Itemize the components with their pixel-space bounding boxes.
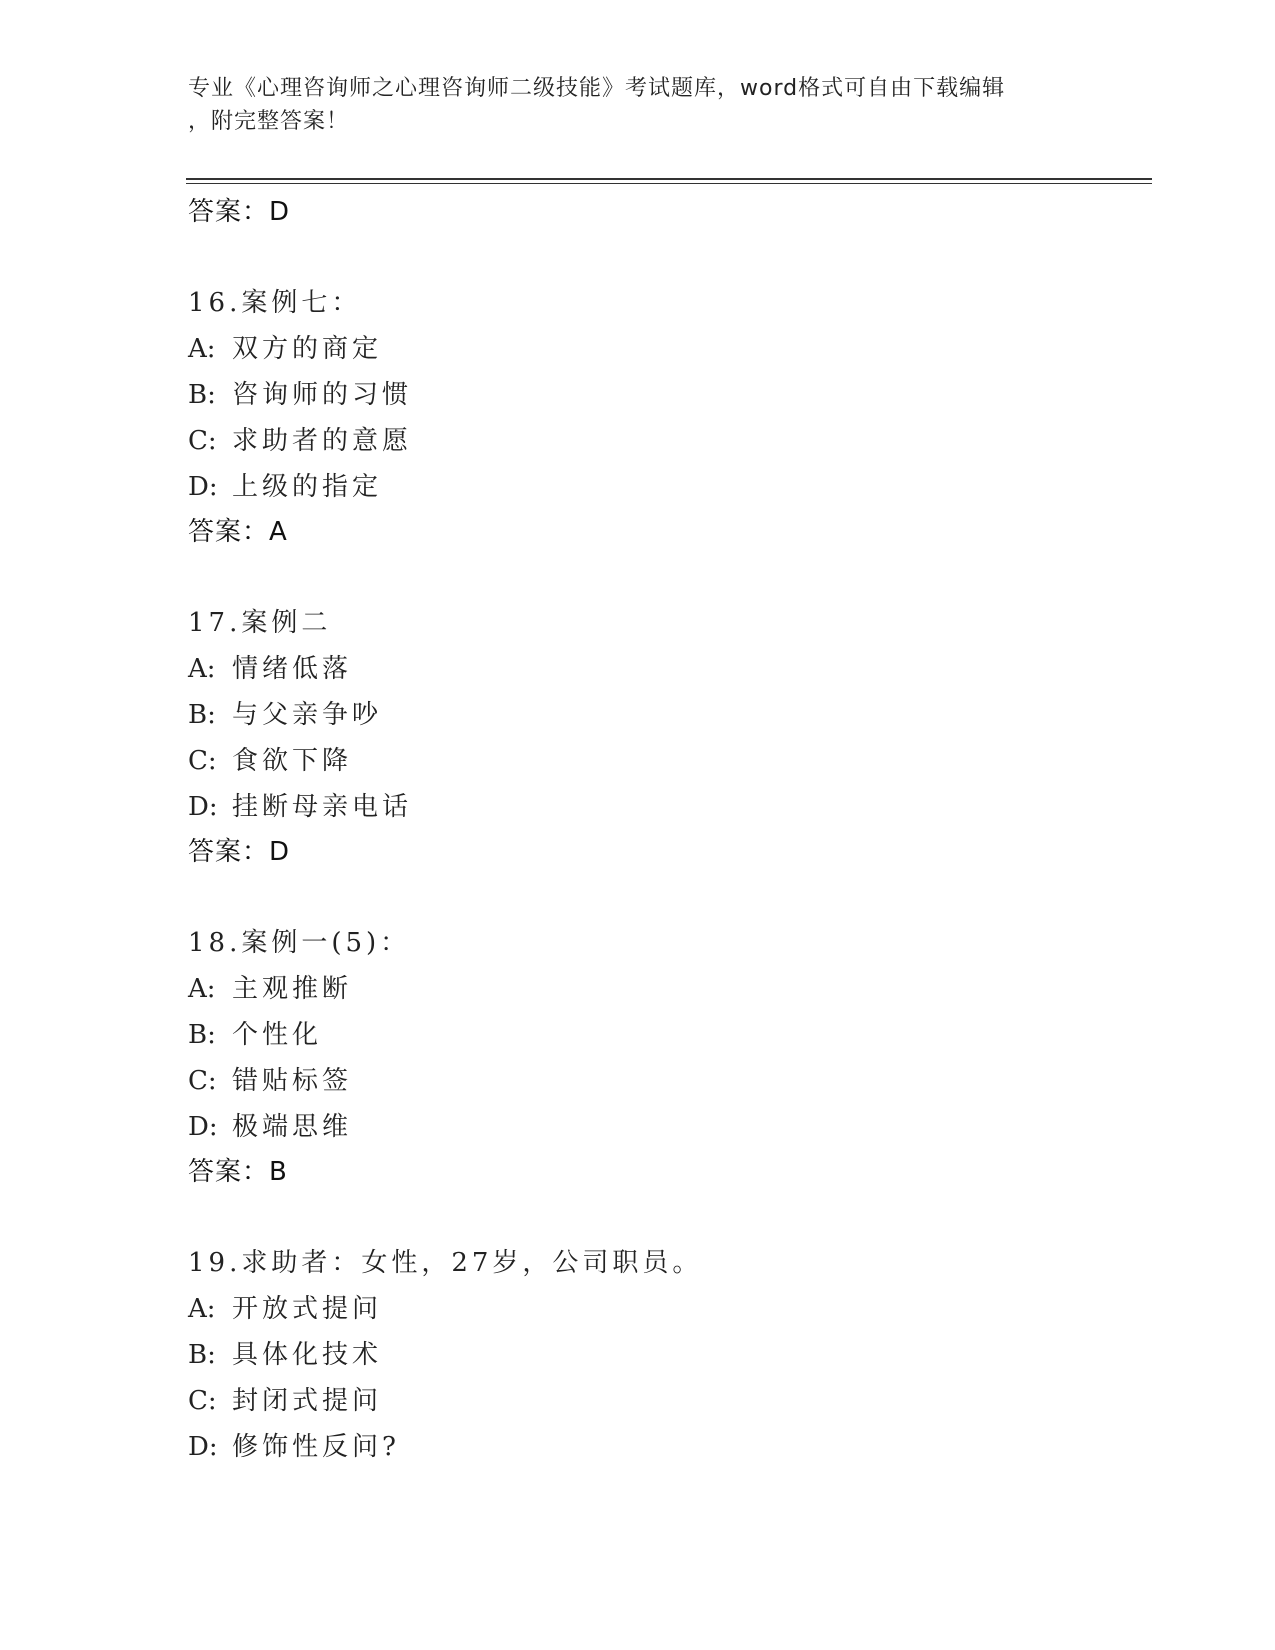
option-text: 双方的商定 [232, 334, 383, 364]
option-d [188, 1104, 1148, 1150]
option-key: D: [188, 792, 218, 822]
option-key: A: [188, 654, 216, 684]
question-item [188, 280, 1148, 554]
header-line-1: 专业《心理咨询师之心理咨询师二级技能》考试题库，word格式可自由下载编辑 [188, 76, 1006, 101]
question-item [188, 920, 1148, 1194]
option-key: C: [188, 746, 217, 776]
option-d [188, 464, 1148, 510]
option-b [188, 1012, 1148, 1058]
option-text: 具体化技术 [232, 1340, 383, 1370]
header-divider-thin [186, 183, 1152, 184]
option-a [188, 966, 1148, 1012]
question-title: 16.案例七： [188, 288, 362, 318]
header-line-2: ，附完整答案！ [188, 109, 350, 134]
option-text: 开放式提问 [232, 1294, 383, 1324]
question-title: 17.案例二 [188, 608, 332, 638]
question-item [188, 1240, 1148, 1470]
option-text: 封闭式提问 [232, 1386, 383, 1416]
option-key: D: [188, 1432, 218, 1462]
answer-line: 答案：A [188, 517, 288, 547]
option-text: 求助者的意愿 [232, 426, 413, 456]
option-b [188, 692, 1148, 738]
option-a [188, 1286, 1148, 1332]
option-key: A: [188, 334, 216, 364]
option-b [188, 372, 1148, 418]
option-key: C: [188, 1386, 217, 1416]
option-key: B: [188, 700, 216, 730]
option-a [188, 326, 1148, 372]
question-title: 19.求助者：女性，27岁，公司职员。 [188, 1248, 703, 1278]
option-text: 上级的指定 [232, 472, 383, 502]
option-key: C: [188, 1066, 217, 1096]
option-text: 咨询师的习惯 [232, 380, 413, 410]
option-text: 与父亲争吵 [232, 700, 383, 730]
option-text: 食欲下降 [232, 746, 353, 776]
option-text: 挂断母亲电话 [232, 792, 413, 822]
answer-line: 答案：D [188, 197, 291, 227]
option-text: 情绪低落 [232, 654, 353, 684]
option-key: A: [188, 1294, 216, 1324]
header-divider [186, 178, 1152, 180]
option-text: 主观推断 [232, 974, 353, 1004]
answer-line: 答案：B [188, 1157, 288, 1187]
option-text: 个性化 [232, 1020, 323, 1050]
question-title: 18.案例一(5)： [188, 928, 411, 958]
option-key: D: [188, 472, 218, 502]
option-text: 修饰性反问? [232, 1432, 400, 1462]
question-item [188, 600, 1148, 874]
option-key: B: [188, 1340, 216, 1370]
option-text: 错贴标签 [232, 1066, 353, 1096]
document-header [188, 72, 1068, 138]
option-c [188, 418, 1148, 464]
option-key: B: [188, 380, 216, 410]
option-text: 极端思维 [232, 1112, 353, 1142]
option-d [188, 784, 1148, 830]
option-key: D: [188, 1112, 218, 1142]
option-d [188, 1424, 1148, 1470]
option-b [188, 1332, 1148, 1378]
option-a [188, 646, 1148, 692]
option-c [188, 1378, 1148, 1424]
question-list [188, 190, 1148, 1470]
option-c [188, 738, 1148, 784]
option-key: C: [188, 426, 217, 456]
option-key: B: [188, 1020, 216, 1050]
option-c [188, 1058, 1148, 1104]
answer-line: 答案：D [188, 837, 291, 867]
option-key: A: [188, 974, 216, 1004]
